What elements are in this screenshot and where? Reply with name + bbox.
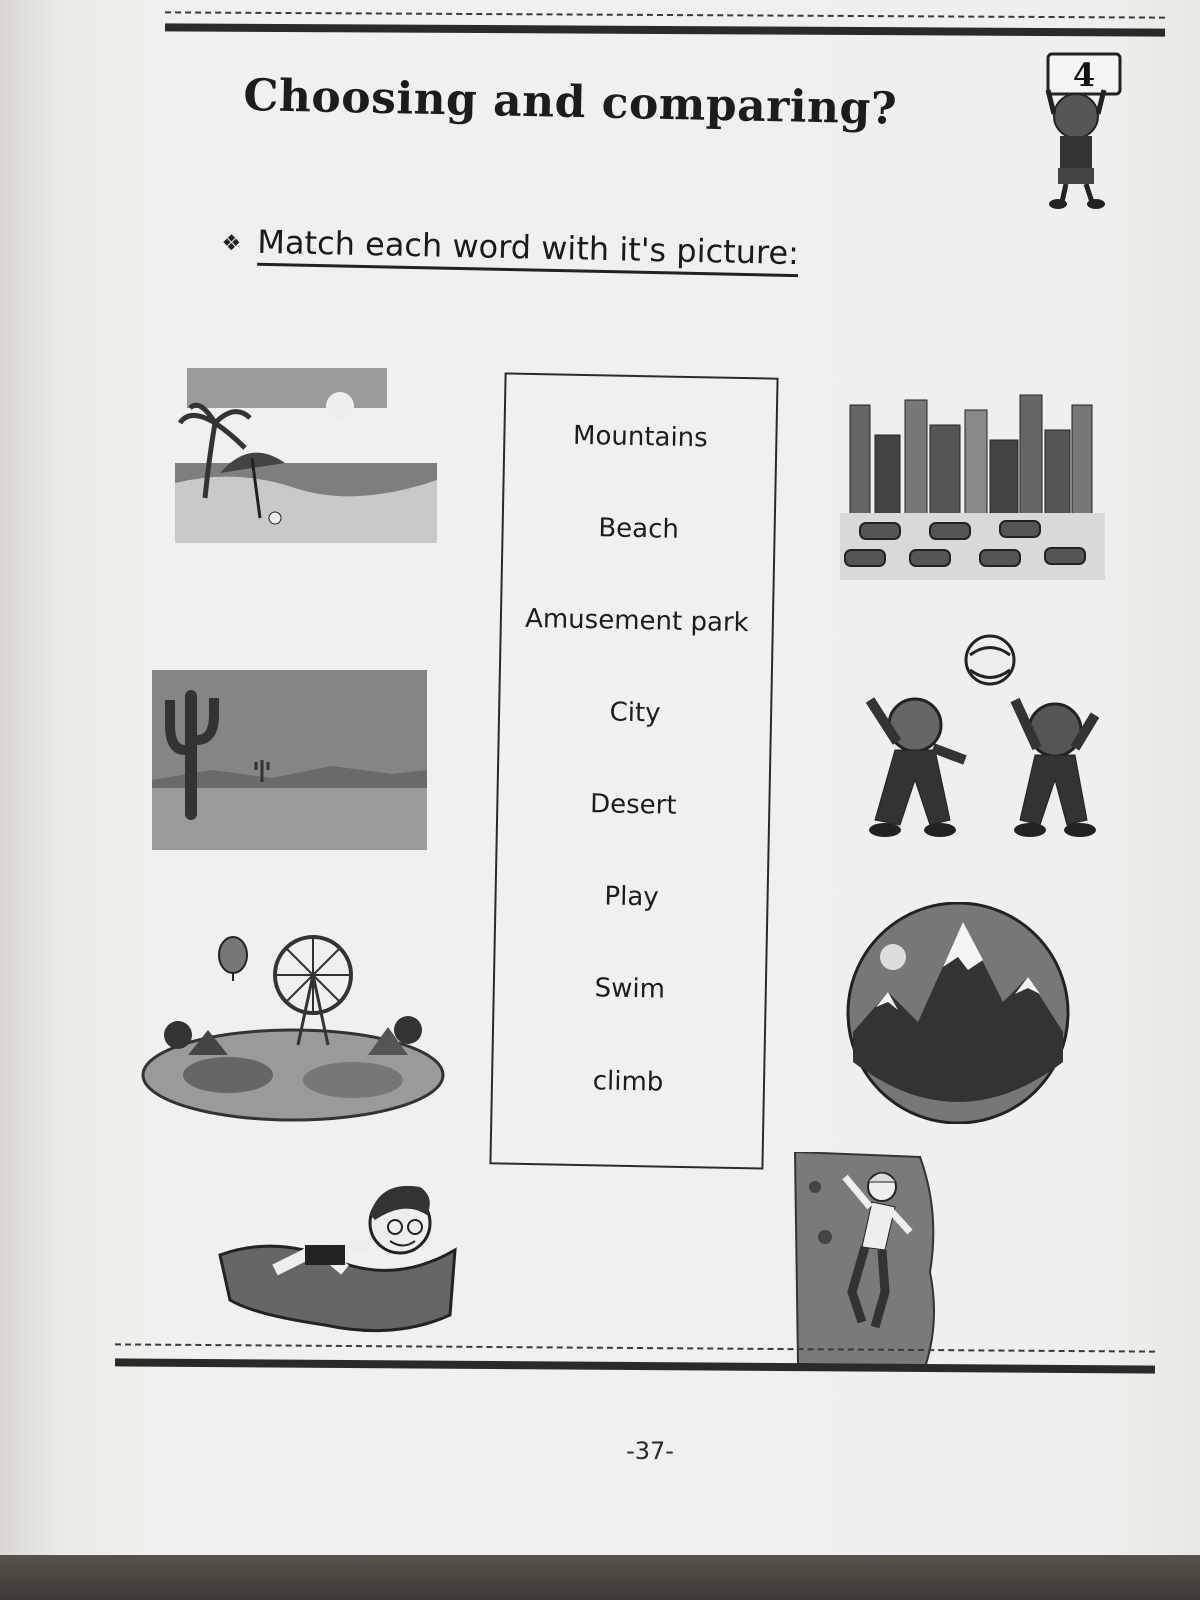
table-surface (0, 1555, 1200, 1600)
page-number: -37- (626, 1437, 674, 1465)
mountains-picture (843, 902, 1073, 1124)
word-item: Desert (589, 789, 677, 821)
swimming-boy-picture (215, 1175, 460, 1340)
kid-holding-sign-icon (1040, 50, 1160, 210)
instruction-line (221, 222, 799, 277)
word-item: Swim (594, 973, 666, 1005)
amusement-park-picture (138, 935, 448, 1125)
top-rule (165, 23, 1165, 36)
lesson-number-badge (1040, 50, 1160, 210)
climbing-boy-picture (790, 1152, 945, 1367)
word-item: Beach (598, 513, 680, 545)
word-item: Amusement park (524, 603, 749, 639)
word-item: Play (604, 881, 659, 913)
page-title: Choosing and comparing? (242, 70, 898, 135)
diamond-bullet-icon: ❖ (221, 230, 242, 257)
instruction-text: Match each word with it's picture: (257, 223, 799, 277)
lesson-number: 4 (1072, 56, 1096, 94)
word-item: Mountains (572, 420, 709, 454)
bottom-dashed-rule (115, 1343, 1155, 1352)
desert-picture (152, 670, 427, 850)
word-item: City (609, 697, 661, 729)
beach-picture (175, 368, 445, 543)
top-dashed-rule (165, 11, 1165, 18)
bottom-rule (115, 1358, 1155, 1373)
word-list-box (489, 372, 778, 1169)
word-item: climb (592, 1066, 664, 1098)
children-playing-picture (845, 630, 1115, 860)
city-picture (840, 385, 1105, 580)
